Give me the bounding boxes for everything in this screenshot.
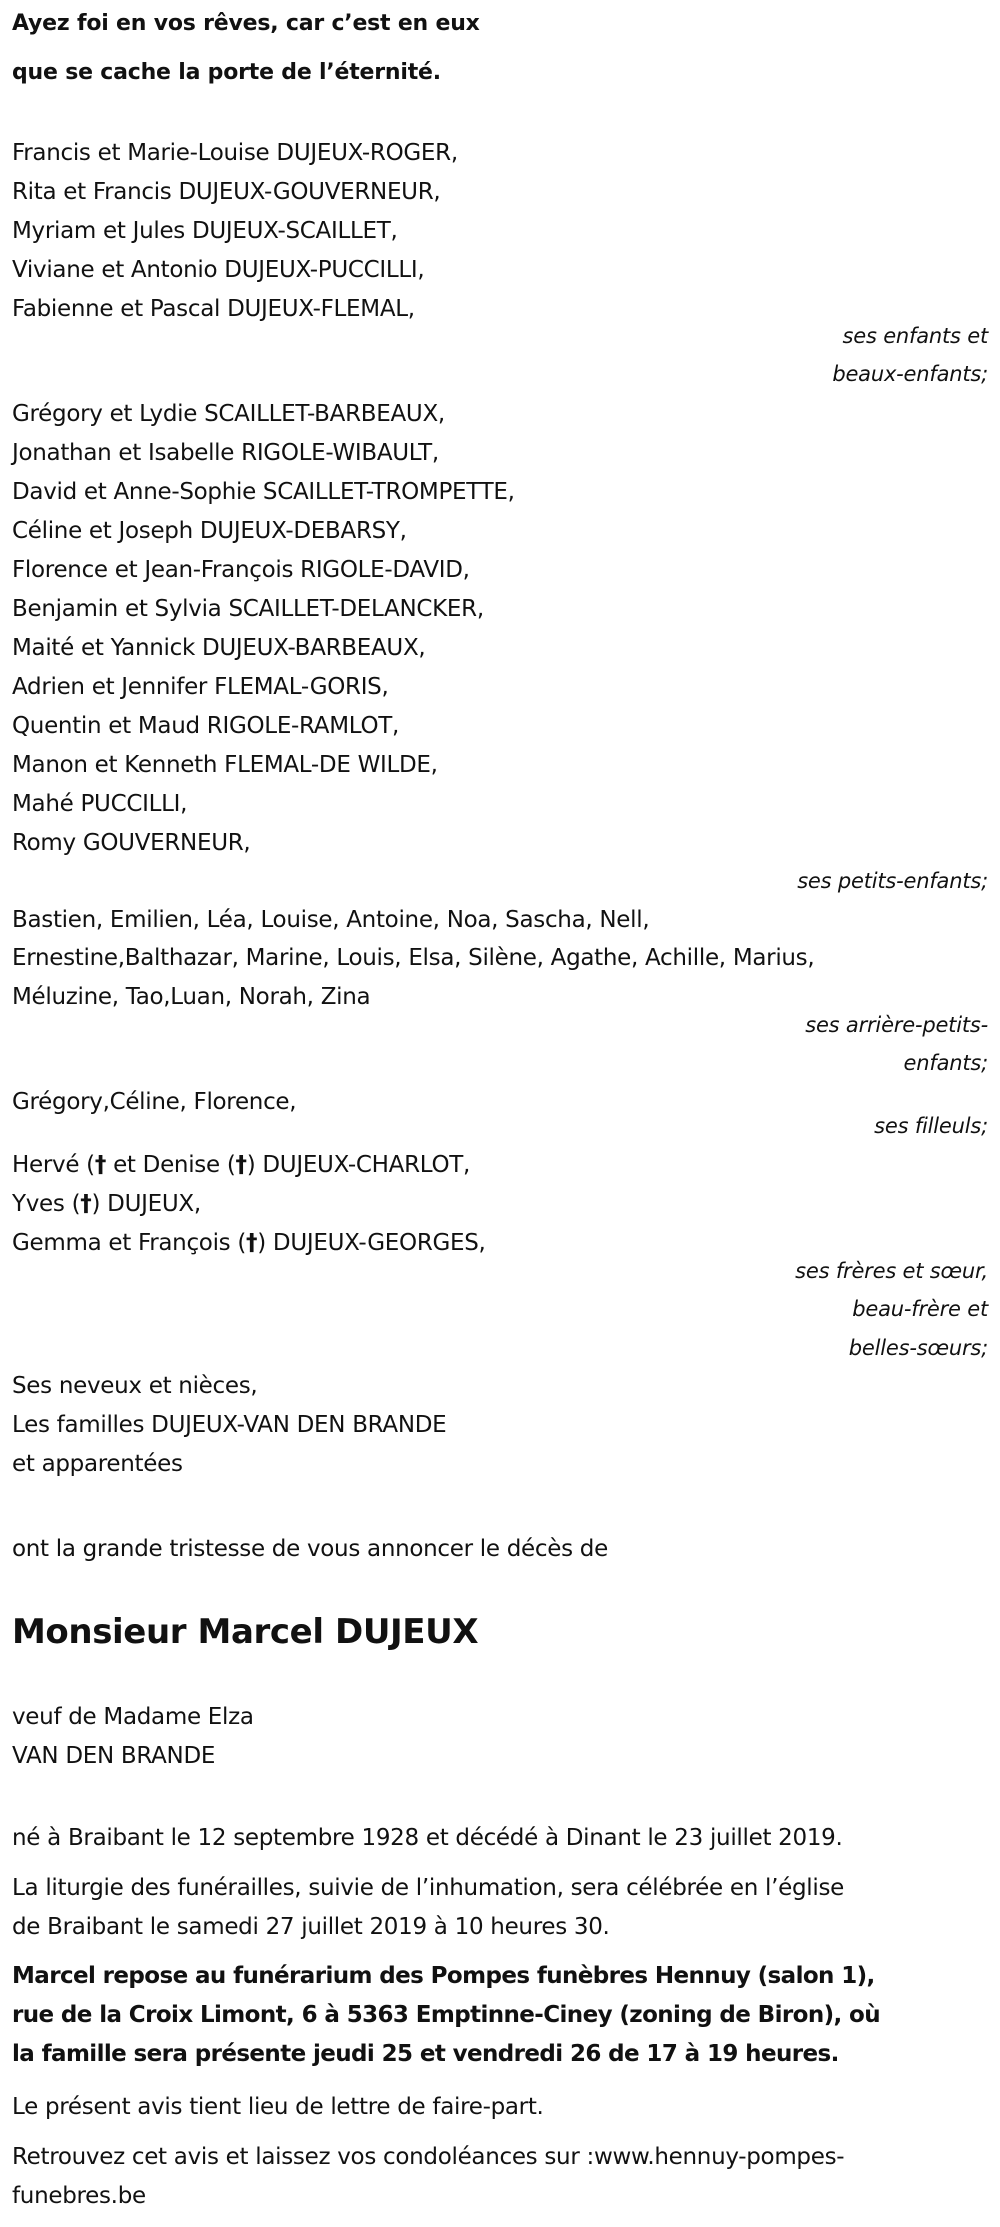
- widower-line: VAN DEN BRANDE: [12, 1743, 216, 1769]
- list-item: Bastien, Emilien, Léa, Louise, Antoine, Noa, Sascha, Nell,: [12, 907, 650, 933]
- cross-icon: †: [94, 1152, 107, 1178]
- text: et Denise (: [106, 1152, 236, 1178]
- list-item: Les familles DUJEUX-VAN DEN BRANDE: [12, 1412, 447, 1438]
- deceased-name: Monsieur Marcel DUJEUX: [12, 1612, 479, 1652]
- text: ) DUJEUX-GEORGES,: [257, 1230, 486, 1256]
- visitation-text: Marcel repose au funérarium des Pompes funèbres Hennuy (salon 1),: [12, 1963, 875, 1989]
- list-item: Grégory,Céline, Florence,: [12, 1089, 297, 1115]
- website-text: Retrouvez cet avis et laissez vos condoléances sur :www.hennuy-pompes-: [12, 2144, 845, 2170]
- list-item: Rita et Francis DUJEUX-GOUVERNEUR,: [12, 179, 441, 205]
- list-item: [12, 1190, 201, 1218]
- list-item: Quentin et Maud RIGOLE-RAMLOT,: [12, 713, 400, 739]
- list-item: Ernestine,Balthazar, Marine, Louis, Elsa, Silène, Agathe, Achille, Marius,: [12, 945, 815, 971]
- relation-label: ses enfants et: [842, 324, 988, 348]
- funeral-text: de Braibant le samedi 27 juillet 2019 à 10 heures 30.: [12, 1914, 610, 1940]
- list-item: Benjamin et Sylvia SCAILLET-DELANCKER,: [12, 596, 484, 622]
- list-item: Manon et Kenneth FLEMAL-DE WILDE,: [12, 752, 438, 778]
- text: ) DUJEUX-CHARLOT,: [246, 1152, 471, 1178]
- widower-line: veuf de Madame Elza: [12, 1704, 254, 1730]
- funeral-text: La liturgie des funérailles, suivie de l’inhumation, sera célébrée en l’église: [12, 1875, 844, 1901]
- list-item: Viviane et Antonio DUJEUX-PUCCILLI,: [12, 257, 425, 283]
- cross-icon: †: [80, 1191, 92, 1217]
- list-item: Méluzine, Tao,Luan, Norah, Zina: [12, 984, 371, 1010]
- relation-label: beau-frère et: [852, 1297, 988, 1321]
- cross-icon: †: [246, 1230, 258, 1256]
- relation-label: beaux-enfants;: [832, 362, 988, 386]
- list-item: Jonathan et Isabelle RIGOLE-WIBAULT,: [12, 440, 439, 466]
- list-item: Ses neveux et nièces,: [12, 1373, 258, 1399]
- relation-label: belles-sœurs;: [848, 1336, 988, 1360]
- list-item: Florence et Jean-François RIGOLE-DAVID,: [12, 557, 470, 583]
- relation-label: ses frères et sœur,: [795, 1259, 988, 1283]
- website-text: funebres.be: [12, 2183, 146, 2209]
- text: Yves (: [12, 1191, 81, 1217]
- list-item: [12, 1229, 486, 1257]
- text: ) DUJEUX,: [91, 1191, 201, 1217]
- list-item: Francis et Marie-Louise DUJEUX-ROGER,: [12, 140, 458, 166]
- text: Gemma et François (: [12, 1230, 247, 1256]
- list-item: et apparentées: [12, 1451, 183, 1477]
- relation-label: ses filleuls;: [874, 1114, 988, 1138]
- announcement-text: ont la grande tristesse de vous annoncer le décès de: [12, 1536, 608, 1562]
- relation-label: ses petits-enfants;: [797, 869, 988, 893]
- visitation-text: la famille sera présente jeudi 25 et vendredi 26 de 17 à 19 heures.: [12, 2041, 839, 2067]
- list-item: Céline et Joseph DUJEUX-DEBARSY,: [12, 518, 407, 544]
- motto-line: Ayez foi en vos rêves, car c’est en eux: [12, 11, 480, 36]
- list-item: Mahé PUCCILLI,: [12, 791, 188, 817]
- text: Hervé (: [12, 1152, 95, 1178]
- relation-label: ses arrière-petits-: [805, 1013, 988, 1037]
- list-item: Romy GOUVERNEUR,: [12, 830, 251, 856]
- motto-line: que se cache la porte de l’éternité.: [12, 60, 441, 85]
- birth-death-text: né à Braibant le 12 septembre 1928 et décédé à Dinant le 23 juillet 2019.: [12, 1825, 843, 1851]
- list-item: Myriam et Jules DUJEUX-SCAILLET,: [12, 218, 398, 244]
- notice-text: Le présent avis tient lieu de lettre de faire-part.: [12, 2094, 544, 2120]
- relation-label: enfants;: [903, 1051, 988, 1075]
- list-item: David et Anne-Sophie SCAILLET-TROMPETTE,: [12, 479, 515, 505]
- cross-icon: †: [235, 1152, 247, 1178]
- visitation-text: rue de la Croix Limont, 6 à 5363 Emptinne-Ciney (zoning de Biron), où: [12, 2002, 881, 2028]
- list-item: Adrien et Jennifer FLEMAL-GORIS,: [12, 674, 389, 700]
- list-item: Fabienne et Pascal DUJEUX-FLEMAL,: [12, 296, 415, 322]
- list-item: Grégory et Lydie SCAILLET-BARBEAUX,: [12, 401, 445, 427]
- list-item: [12, 1151, 470, 1179]
- list-item: Maité et Yannick DUJEUX-BARBEAUX,: [12, 635, 426, 661]
